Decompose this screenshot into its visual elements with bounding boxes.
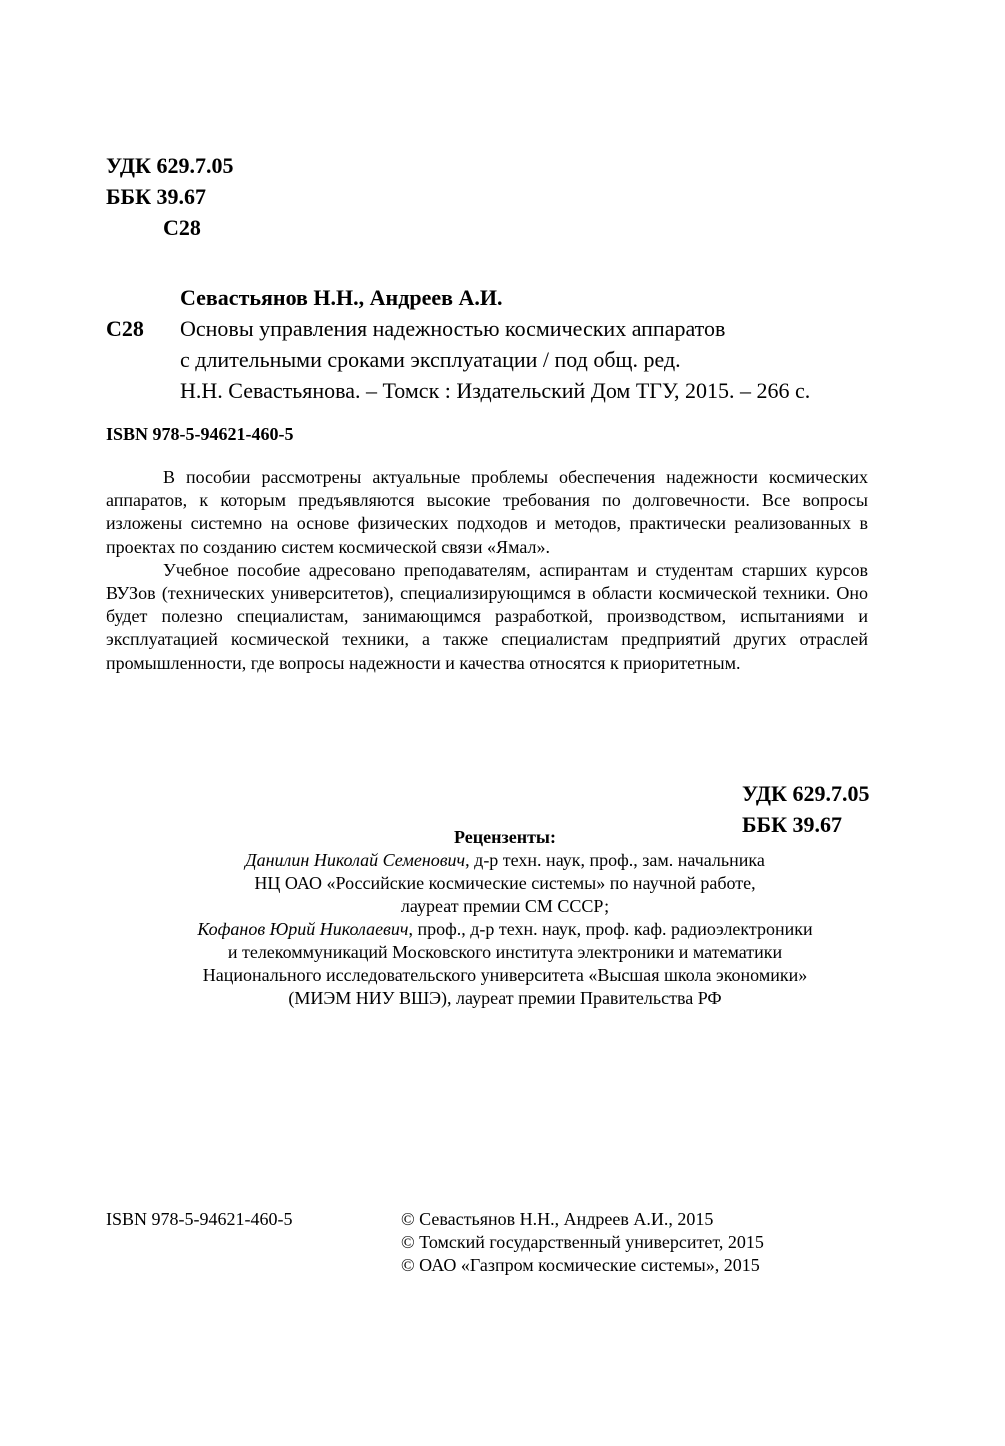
isbn-bottom: ISBN 978-5-94621-460-5 [106, 1209, 293, 1229]
abstract-paragraph: В пособии рассмотрены актуальные проблемы обеспечения надежности космических аппаратов, к которым предъявляются высокие требования по долговечности. Все вопросы изложены системно на основе физических подходов и методов, практически реализованных в проектах по созданию систем космической связи «Ямал». [106, 467, 868, 557]
isbn-top: ISBN 978-5-94621-460-5 [106, 424, 294, 444]
udk-code: УДК 629.7.05 [106, 153, 234, 178]
reviewer-1-award: лауреат премии СМ СССР; [400, 896, 610, 916]
author-mark: С28 [163, 215, 201, 240]
reviewer-2-award: (МИЭМ НИУ ВШЭ), лауреат премии Правительства РФ [288, 988, 722, 1008]
reviewer-1-credentials: , д-р техн. наук, проф., зам. начальника [465, 850, 765, 870]
bbk-code: ББК 39.67 [106, 184, 207, 209]
reviewer-1-name: Данилин Николай Семенович [245, 850, 466, 870]
entry-title [180, 313, 810, 406]
abstract [106, 466, 868, 675]
reviewer-1-line [106, 849, 904, 872]
reviewers-heading: Рецензенты: [454, 827, 556, 847]
copyright-line: © Томский государственный университет, 2015 [401, 1232, 764, 1252]
entry-mark: С28 [106, 316, 144, 341]
reviewer-2-name: Кофанов Юрий Николаевич [197, 919, 409, 939]
entry-title-line: Н.Н. Севастьянова. – Томск : Издательский Дом ТГУ, 2015. – 266 с. [180, 378, 811, 403]
classification-block [106, 150, 234, 243]
copyright-line: © ОАО «Газпром космические системы», 2015 [401, 1255, 760, 1275]
reviewer-2-line [106, 918, 904, 941]
entry-authors: Севастьянов Н.Н., Андреев А.И. [180, 285, 503, 310]
abstract-paragraph: Учебное пособие адресовано преподавателям, аспирантам и студентам старших курсов ВУЗов (технических университетов), специализирующимся в области космической техники. Оно будет полезно специалистам, занимающимся разработкой, производством, испытаниями и эксплуатацией космической техники, а также специалистам предприятий других отраслей промышленности, где вопросы надежности и качества относятся к приоритетным. [106, 559, 868, 673]
entry-title-line: с длительными сроками эксплуатации / под общ. ред. [180, 347, 681, 372]
reviewer-2-credentials: , проф., д-р техн. наук, проф. каф. радиоэлектроники [408, 919, 813, 939]
copyright-block [401, 1208, 764, 1277]
bbk-code-right: ББК 39.67 [742, 812, 843, 837]
copyright-line: © Севастьянов Н.Н., Андреев А.И., 2015 [401, 1209, 714, 1229]
reviewer-1-affiliation: НЦ ОАО «Российские космические системы» по научной работе, [254, 873, 756, 893]
reviewer-2-affiliation: и телекоммуникаций Московского института электроники и математики [227, 942, 783, 962]
entry-title-line: Основы управления надежностью космических аппаратов [180, 316, 726, 341]
udk-code-right: УДК 629.7.05 [742, 781, 870, 806]
reviewer-2-affiliation: Национального исследовательского университета «Высшая школа экономики» [202, 965, 808, 985]
reviewers-block [106, 826, 904, 1010]
